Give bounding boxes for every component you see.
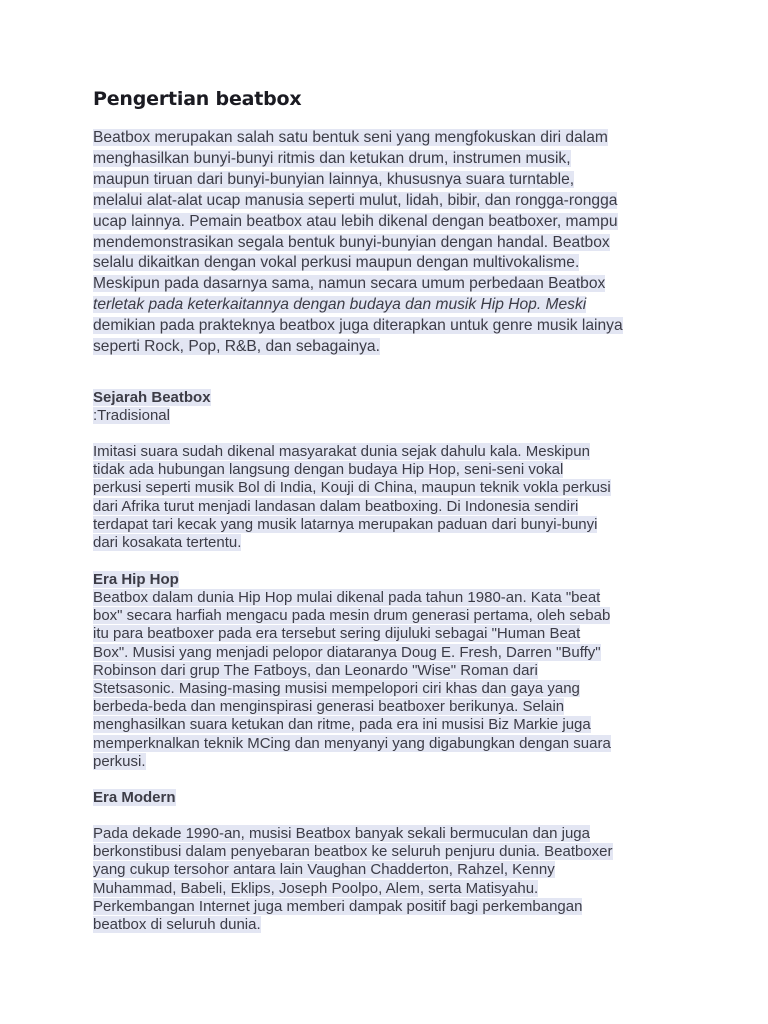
intro-line: seperti Rock, Pop, R&B, dan sebagainya. (93, 338, 380, 356)
hiphop-line: perkusi. (93, 752, 146, 770)
intro-line: Beatbox merupakan salah satu bentuk seni yang mengfokuskan diri dalam (93, 129, 608, 146)
section-heading-sejarah: Sejarah Beatbox (93, 389, 211, 406)
sejarah-line: terdapat tari kecak yang musik latarnya merupakan paduan dari bunyi-bunyi (93, 515, 598, 533)
hiphop-line: Box". Musisi yang menjadi pelopor diataranya Doug E. Fresh, Darren "Buffy" (93, 643, 601, 661)
section-subheading-tradisional: :Tradisional (93, 407, 170, 424)
hiphop-line: box" secara harfiah mengacu pada mesin drum generasi pertama, oleh sebab (93, 607, 611, 625)
intro-line: melalui alat-alat ucap manusia seperti mulut, lidah, bibir, dan rongga-rongga (93, 191, 618, 209)
sejarah-line: dari Afrika turut menjadi landasan dalam beatboxing. Di Indonesia sendiri (93, 497, 579, 515)
intro-line: mendemonstrasikan segala bentuk bunyi-bunyian dengan handal. Beatbox (93, 233, 610, 251)
modern-line: Perkembangan Internet juga memberi dampak positif bagi perkembangan (93, 897, 583, 915)
hiphop-line: itu para beatboxer pada era tersebut sering dijuluki sebagai "Human Beat (93, 625, 581, 643)
hiphop-line: memperknalkan teknik MCing dan menyanyi yang digabungkan dengan suara (93, 734, 611, 752)
intro-line: selalu dikaitkan dengan vokal perkusi maupun dengan multivokalisme. (93, 254, 580, 272)
hiphop-line: menghasilkan suara ketukan dan ritme, pada era ini musisi Biz Markie juga (93, 716, 591, 734)
sejarah-paragraph (93, 443, 683, 552)
hiphop-line: Stetsasonic. Masing-masing musisi mempelopori ciri khas dan gaya yang (93, 680, 580, 698)
modern-line: Pada dekade 1990-an, musisi Beatbox banyak sekali bermuculan dan juga (93, 825, 590, 842)
sejarah-line: tidak ada hubungan langsung dengan budaya Hip Hop, seni-seni vokal (93, 461, 564, 479)
sejarah-line: Imitasi suara sudah dikenal masyarakat dunia sejak dahulu kala. Meskipun (93, 443, 590, 460)
modern-line: yang cukup tersohor antara lain Vaughan Chadderton, Rahzel, Kenny (93, 861, 555, 879)
sejarah-line: perkusi seperti musik Bol di India, Kouji di China, maupun teknik vokla perkusi (93, 479, 611, 497)
intro-line: demikian pada prakteknya beatbox juga diterapkan untuk genre musik lainya (93, 317, 623, 335)
hiphop-line: Beatbox dalam dunia Hip Hop mulai dikenal pada tahun 1980-an. Kata "beat (93, 589, 601, 606)
modern-line: Muhammad, Babeli, Eklips, Joseph Poolpo, Alem, serta Matisyahu. (93, 879, 539, 897)
hiphop-line: berbeda-beda dan menginspirasi generasi beatboxer berikunya. Selain (93, 698, 565, 716)
intro-line: menghasilkan bunyi-bunyi ritmis dan ketukan drum, instrumen musik, (93, 149, 571, 167)
section-heading-modern: Era Modern (93, 789, 176, 806)
intro-line: maupun tiruan dari bunyi-bunyian lainnya, khususnya suara turntable, (93, 170, 575, 188)
intro-paragraph (93, 128, 678, 358)
hiphop-paragraph (93, 589, 683, 771)
page-title: Pengertian beatbox (93, 88, 302, 110)
modern-paragraph (93, 825, 683, 934)
modern-line: beatbox di seluruh dunia. (93, 916, 261, 934)
intro-line: terletak pada keterkaitannya dengan budaya dan musik Hip Hop. Meski (93, 296, 587, 314)
intro-line: Meskipun pada dasarnya sama, namun secara umum perbedaan Beatbox (93, 275, 606, 293)
section-heading-hiphop: Era Hip Hop (93, 571, 179, 588)
modern-line: berkonstibusi dalam penyebaran beatbox ke seluruh penjuru dunia. Beatboxer (93, 843, 613, 861)
intro-line: ucap lainnya. Pemain beatbox atau lebih dikenal dengan beatboxer, mampu (93, 212, 618, 230)
hiphop-line: Robinson dari grup The Fatboys, dan Leonardo "Wise" Roman dari (93, 661, 538, 679)
sejarah-line: dari kosakata tertentu. (93, 534, 242, 552)
